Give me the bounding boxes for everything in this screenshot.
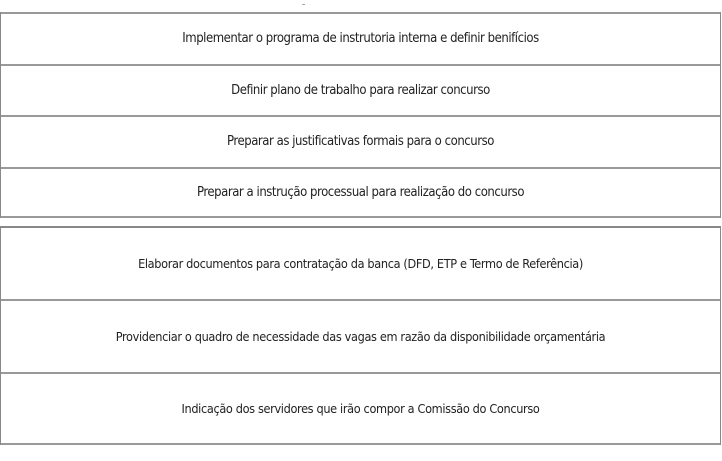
task-text: Elaborar documentos para contratação da banca (DFD, ETP e Termo de Referência): [138, 256, 583, 271]
table-row: [1, 115, 720, 167]
task-text: Preparar a instrução processual para realização do concurso: [196, 184, 525, 200]
table-row: [1, 64, 720, 116]
table-row: [1, 167, 720, 219]
table-row: [1, 372, 720, 445]
task-table-top: [0, 12, 721, 218]
scan-artifact: [302, 4, 305, 5]
task-text: Indicação dos servidores que irão compor a Comissão do Concurso: [181, 401, 540, 416]
task-text: Preparar as justificativas formais para o concurso: [227, 134, 494, 150]
task-table-bottom: [0, 226, 721, 445]
task-text: Providenciar o quadro de necessidade das vagas em razão da disponibilidade orçamentária: [115, 329, 606, 344]
table-row: [1, 299, 720, 372]
table-row: [1, 12, 720, 64]
task-text: Definir plano de trabalho para realizar concurso: [231, 82, 490, 98]
table-row: [1, 227, 720, 299]
task-text: Implementar o programa de instrutoria interna e definir benifícios: [182, 31, 539, 47]
